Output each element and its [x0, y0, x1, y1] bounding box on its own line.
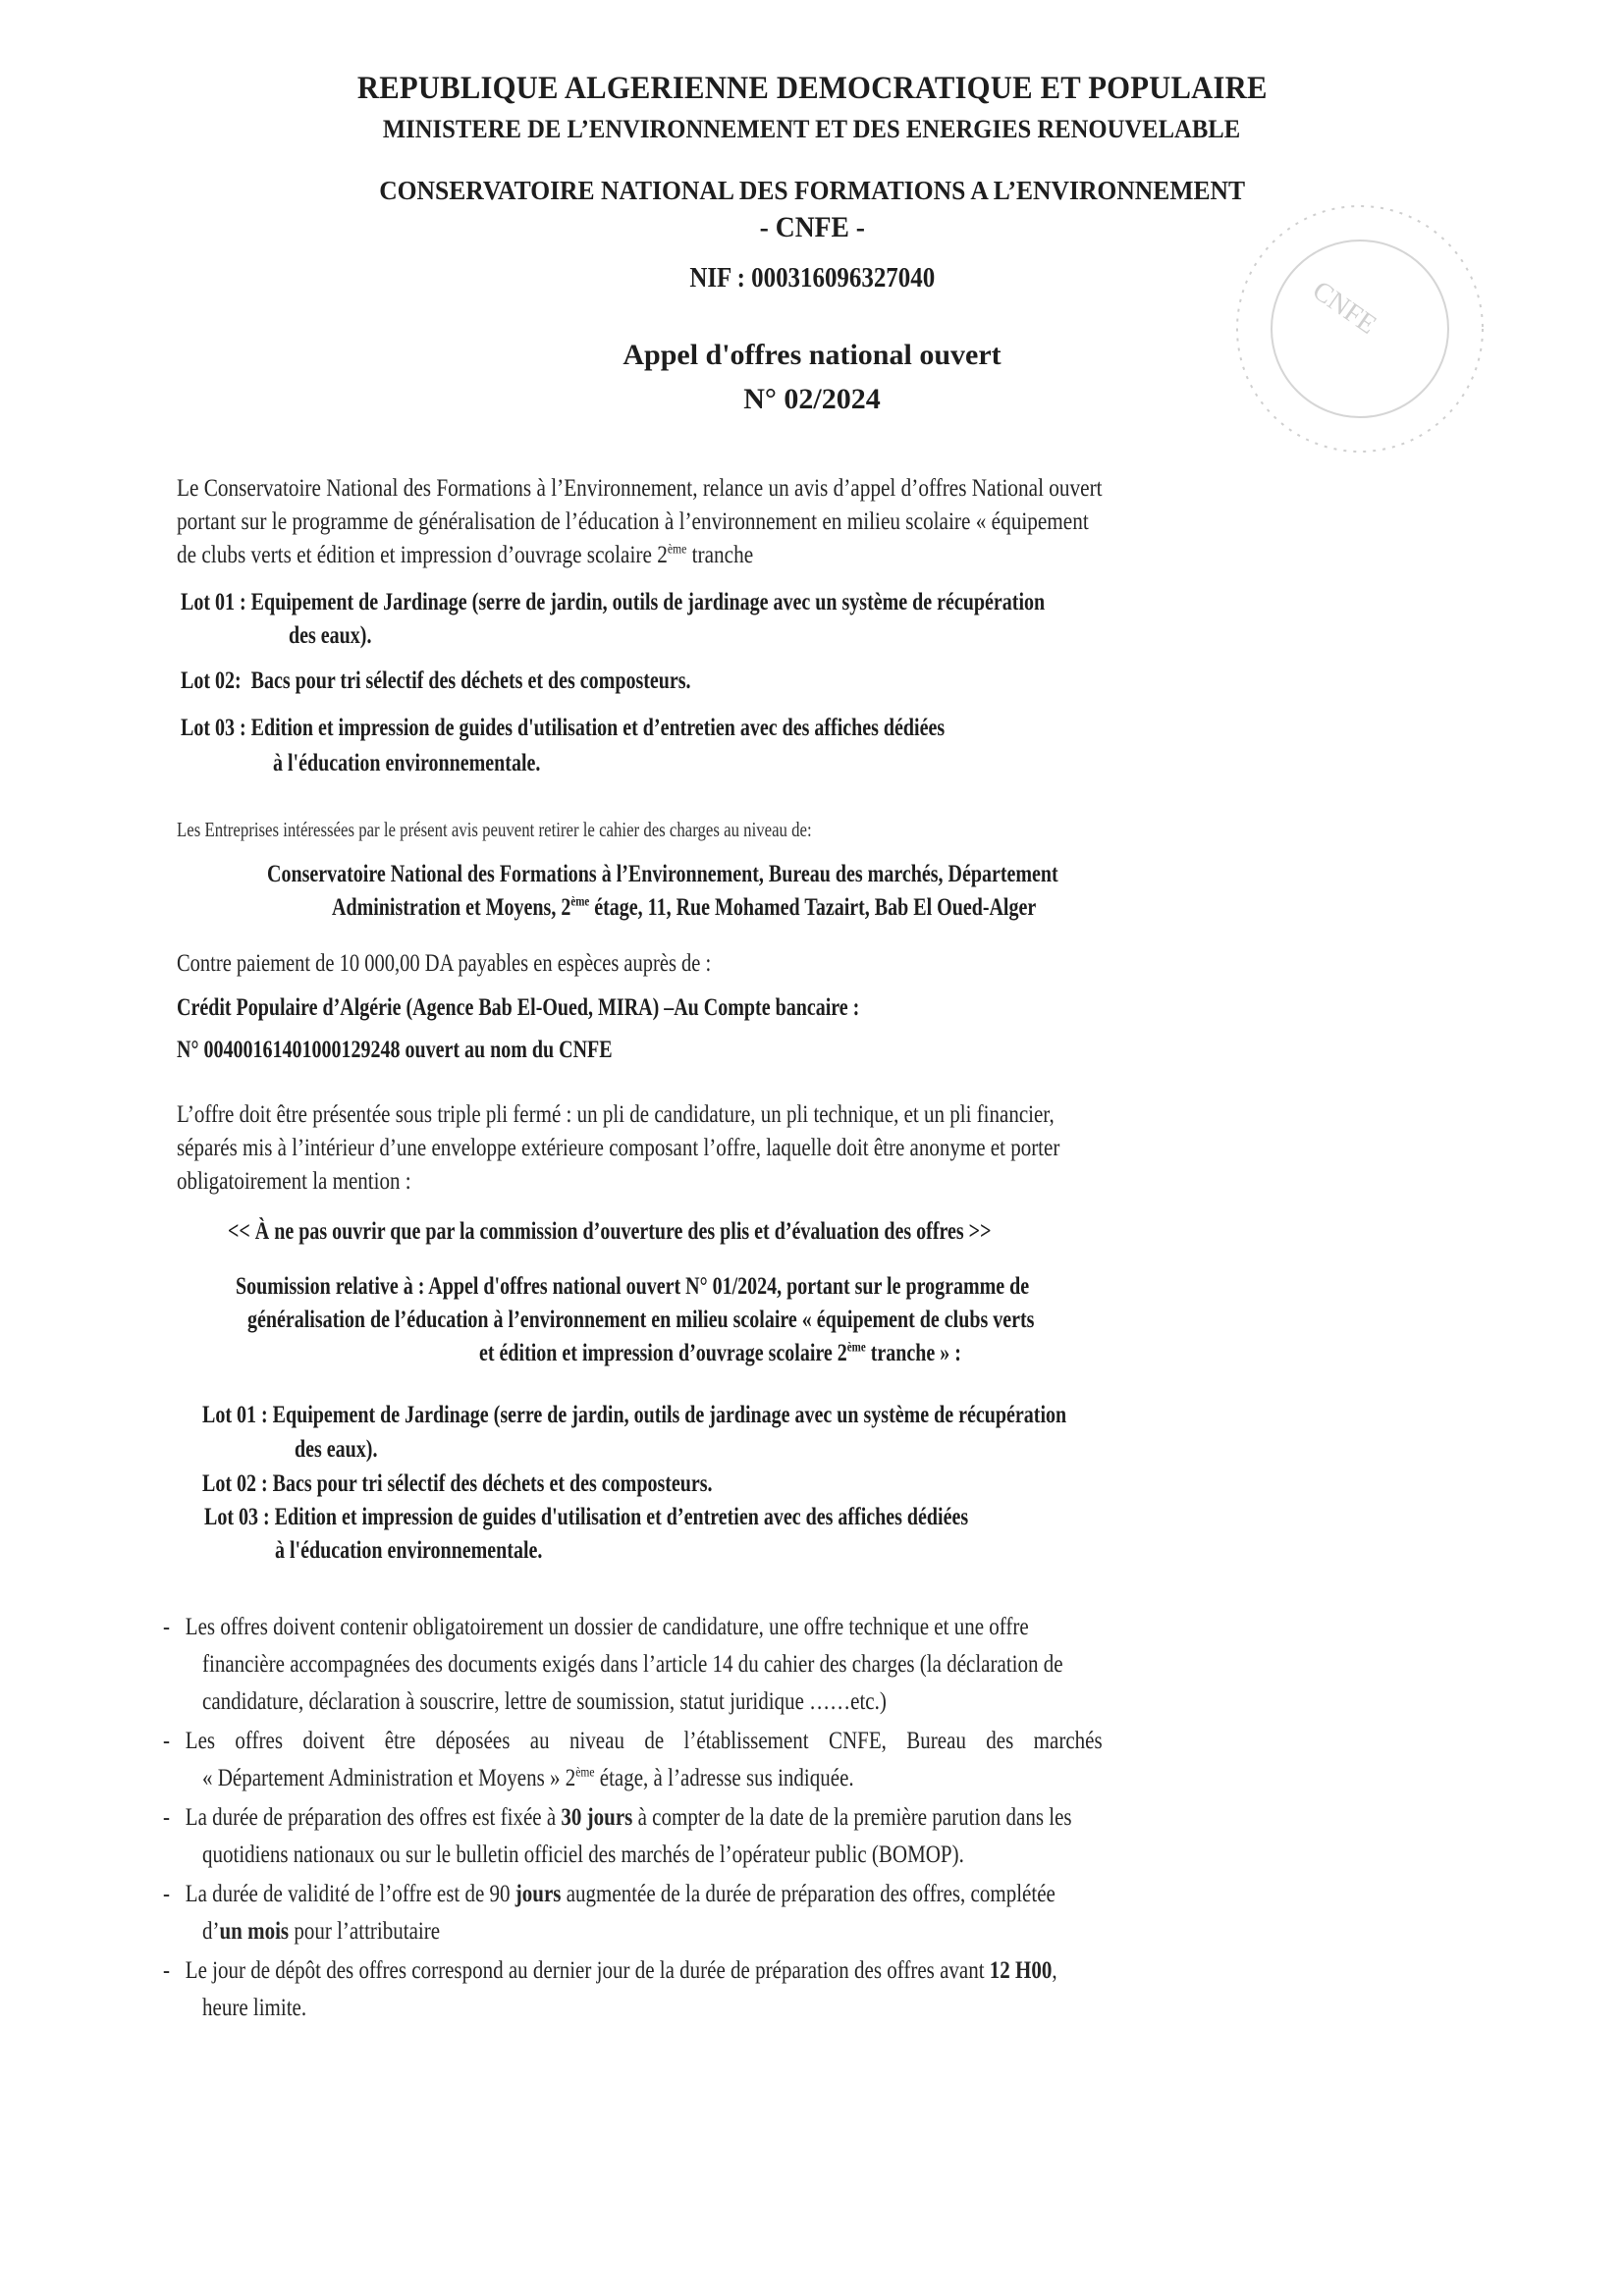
submission-line-1: L’offre doit être présentée sous triple pli fermé : un pli de candidature, un pli technique, et un pli financier,: [177, 1101, 1055, 1128]
payment-line: Contre paiement de 10 000,00 DA payables en espèces auprès de :: [177, 950, 712, 977]
condition-1: - Les offres doivent contenir obligatoirement un dossier de candidature, une offre technique et une offre: [163, 1614, 1029, 1640]
envelope-mention: << À ne pas ouvrir que par la commission d’ouverture des plis et d’évaluation des offres >>: [228, 1218, 992, 1245]
lot-03-cont: à l'éducation environnementale.: [273, 750, 541, 776]
official-seal-stamp-icon: [1218, 196, 1492, 461]
condition-1-line-3: candidature, déclaration à souscrire, lettre de soumission, statut juridique ……etc.): [202, 1688, 887, 1715]
retrieval-address-1: Conservatoire National des Formations à l’Environnement, Bureau des marchés, Département: [267, 861, 1058, 887]
condition-4-line-2: d’un mois pour l’attributaire: [202, 1918, 441, 1945]
bullet-dash-icon: -: [163, 1804, 170, 1831]
condition-2: - Les offres doivent être déposées au niveau de l’établissement CNFE, Bureau des marchés: [163, 1728, 1103, 1754]
header-acronym: - CNFE -: [759, 211, 865, 243]
condition-3: - La durée de préparation des offres est fixée à 30 jours à compter de la date de la première parution dans les: [163, 1804, 1072, 1831]
condition-5: - Le jour de dépôt des offres correspond au dernier jour de la durée de préparation des offres avant 12 H00,: [163, 1957, 1057, 1984]
lot-03: Lot 03 : Edition et impression de guides d'utilisation et d’entretien avec des affiches dédiées: [181, 715, 946, 741]
notice-title: Appel d'offres national ouvert: [623, 339, 1001, 371]
intro-line-3: de clubs verts et édition et impression d’ouvrage scolaire 2ème tranche: [177, 541, 754, 568]
lot-03-repeat: Lot 03 : Edition et impression de guides d'utilisation et d’entretien avec des affiches dédiées: [204, 1504, 969, 1530]
retrieval-address-2: Administration et Moyens, 2ème étage, 11, Rue Mohamed Tazairt, Bab El Oued-Alger: [332, 893, 1037, 921]
lot-01-cont: des eaux).: [289, 622, 372, 649]
soumission-line-2: généralisation de l’éducation à l’environnement en milieu scolaire « équipement de clubs verts: [247, 1307, 1035, 1333]
bullet-dash-icon: -: [163, 1957, 170, 1984]
intro-line-2: portant sur le programme de généralisation de l’éducation à l’environnement en milieu scolaire « équipement: [177, 508, 1089, 535]
condition-1-line-2: financière accompagnées des documents exigés dans l’article 14 du cahier des charges (la déclaration de: [202, 1651, 1063, 1678]
bullet-dash-icon: -: [163, 1728, 170, 1754]
condition-4: - La durée de validité de l’offre est de 90 jours augmentée de la durée de préparation des offres, complétée: [163, 1881, 1056, 1907]
lot-01-repeat-cont: des eaux).: [295, 1436, 378, 1463]
submission-line-3: obligatoirement la mention :: [177, 1168, 411, 1195]
header-ministry: MINISTERE DE L’ENVIRONNEMENT ET DES ENERGIES RENOUVELABLE: [383, 114, 1241, 143]
lot-01: Lot 01 : Equipement de Jardinage (serre de jardin, outils de jardinage avec un système de récupération: [181, 589, 1046, 615]
bullet-dash-icon: -: [163, 1614, 170, 1640]
payment-account: N° 00400161401000129248 ouvert au nom du CNFE: [177, 1037, 613, 1063]
lot-03-repeat-cont: à l'éducation environnementale.: [275, 1537, 543, 1564]
bullet-dash-icon: -: [163, 1881, 170, 1907]
lot-02-repeat: Lot 02 : Bacs pour tri sélectif des déchets et des composteurs.: [202, 1470, 713, 1497]
retrieval-intro: Les Entreprises intéressées par le présent avis peuvent retirer le cahier des charges au niveau de:: [177, 818, 812, 841]
lot-01-repeat: Lot 01 : Equipement de Jardinage (serre de jardin, outils de jardinage avec un système de récupération: [202, 1402, 1067, 1428]
header-institution: CONSERVATOIRE NATIONAL DES FORMATIONS A L’ENVIRONNEMENT: [379, 175, 1245, 205]
submission-line-2: séparés mis à l’intérieur d’une enveloppe extérieure composant l’offre, laquelle doit être anonyme et porter: [177, 1135, 1060, 1161]
payment-bank: Crédit Populaire d’Algérie (Agence Bab El-Oued, MIRA) –Au Compte bancaire :: [177, 994, 860, 1021]
soumission-line-3: et édition et impression d’ouvrage scolaire 2ème tranche » :: [479, 1339, 961, 1366]
condition-5-line-2: heure limite.: [202, 1995, 307, 2021]
header-nif: NIF : 000316096327040: [689, 262, 935, 294]
intro-line-1: Le Conservatoire National des Formations à l’Environnement, relance un avis d’appel d’offres National ouvert: [177, 475, 1103, 502]
condition-3-line-2: quotidiens nationaux ou sur le bulletin officiel des marchés de l’opérateur public (BOMOP).: [202, 1842, 964, 1868]
notice-number: N° 02/2024: [743, 383, 881, 415]
lot-02: Lot 02: Bacs pour tri sélectif des déchets et des composteurs.: [181, 667, 691, 694]
soumission-line-1: Soumission relative à : Appel d'offres national ouvert N° 01/2024, portant sur le programme de: [236, 1273, 1030, 1300]
stamp-text: CNFE: [1306, 275, 1382, 341]
header-republic: REPUBLIQUE ALGERIENNE DEMOCRATIQUE ET POPULAIRE: [356, 71, 1268, 106]
condition-2-line-2: « Département Administration et Moyens » 2ème étage, à l’adresse sus indiquée.: [202, 1764, 854, 1791]
